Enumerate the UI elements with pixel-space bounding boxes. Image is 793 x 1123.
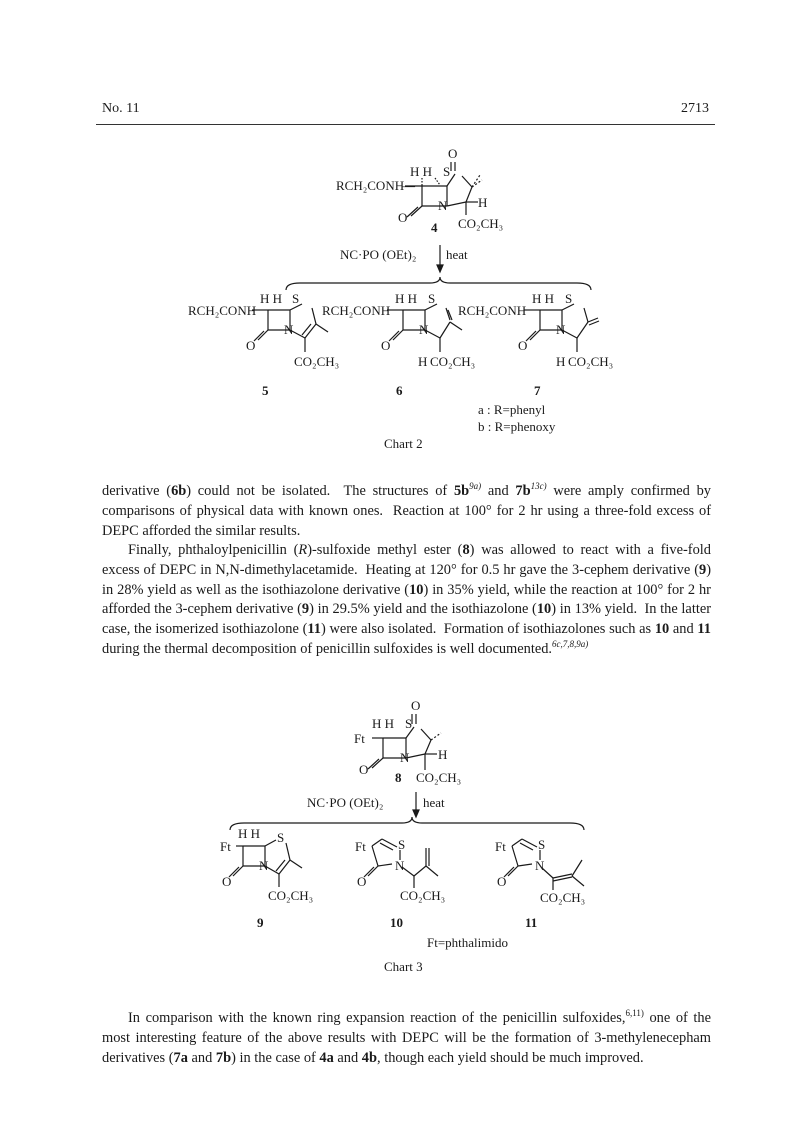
svg-text:O: O — [359, 762, 369, 777]
svg-text:N: N — [284, 322, 294, 337]
chart3-product11-substituent: Ft — [495, 839, 506, 854]
svg-text:N: N — [438, 198, 448, 213]
svg-text:H H: H H — [395, 291, 418, 306]
svg-text:S: S — [292, 291, 300, 306]
svg-text:O: O — [246, 338, 256, 353]
svg-text:N: N — [535, 858, 545, 873]
chart2-product6-substituent: RCH₂CONH — [322, 303, 391, 318]
chart2-product5-ester: CO₂CH₃ — [294, 354, 340, 369]
chart-3-scheme — [0, 700, 793, 985]
chart3-product9-ester: CO₂CH₃ — [268, 888, 314, 903]
header-rule — [96, 124, 715, 125]
chart3-product9-substituent: Ft — [220, 839, 231, 854]
chart-2-scheme — [0, 140, 793, 460]
svg-text:N: N — [419, 322, 429, 337]
svg-text:O: O — [381, 338, 391, 353]
paragraph-1: derivative (6b) could not be isolated. The structures of $5b^{9a)}$ and $7b^{13c)}$ were amply confirmed by comparisons of physical data with known ones. Reaction at 100° for 2 hr using a three-fold excess of DEPC afforded the similar results. — [102, 481, 711, 539]
svg-text:S: S — [443, 164, 451, 179]
chart-2-caption: Chart 2 — [384, 436, 423, 451]
ft-legend: Ft=phthalimido — [427, 935, 509, 950]
svg-text:S: S — [405, 716, 413, 731]
compound-number-4: 4 — [431, 220, 438, 235]
svg-text:N: N — [556, 322, 566, 337]
chart3-start-ester: CO₂CH₃ — [416, 770, 462, 785]
svg-text:S: S — [398, 837, 406, 852]
journal-number: No. 11 — [102, 101, 140, 116]
svg-text:N: N — [259, 858, 269, 873]
page-number: 2713 — [681, 101, 709, 116]
chart3-product11-ester: CO₂CH₃ — [540, 890, 586, 905]
svg-text:S: S — [428, 291, 436, 306]
svg-text:H H: H H — [260, 291, 283, 306]
paragraph-3: In comparison with the known ring expansion reaction of the penicillin sulfoxides,$^{6,11)}$ one of the most interesting feature of the above results with DEPC will be the formation of 3-methylenecepham derivatives (7a and 7b) in the case of 4a and 4b, though each yield should be much improved. — [102, 1008, 711, 1066]
svg-text:H: H — [418, 354, 428, 369]
svg-text:N: N — [400, 750, 410, 765]
chart2-start-ester: CO₂CH₃ — [458, 216, 504, 231]
chart2-condition: heat — [446, 247, 468, 262]
svg-text:O: O — [398, 210, 408, 225]
svg-text:O: O — [518, 338, 528, 353]
svg-text:H: H — [438, 747, 448, 762]
chart2-reagent: NC·PO (OEt)₂ — [340, 247, 417, 262]
legend-a: a : R=phenyl — [478, 402, 546, 417]
paragraph-2: Finally, phthaloylpenicillin (R)-sulfoxide methyl ester (8) was allowed to react with a five-fold excess of DEPC in N,N-dimethylacetamide. Heating at 120° for 0.5 hr gave the 3-cephem derivative (9) in 28% yield as well as the isothiazolone derivative (10) in 35% yield, while the reaction at 100° for 2 hr afforded the 3-cephem derivative (9) in 29.5% yield and the isothiazolone (10) in 13% yield. In the latter case, the isomerized isothiazolone (11) were also isolated. Formation of isothiazolones such as 10 and 11 during the thermal decomposition of penicillin sulfoxides is well documented.$^{6c,7,8,9a)}$ — [102, 542, 711, 657]
compound-number-10: 10 — [390, 915, 403, 930]
hydrogen-labels: H H — [410, 164, 433, 179]
chart3-start-substituent: Ft — [354, 731, 365, 746]
svg-text:H: H — [556, 354, 566, 369]
svg-text:O: O — [357, 874, 367, 889]
svg-text:S: S — [538, 837, 546, 852]
compound-number-9: 9 — [257, 915, 264, 930]
svg-text:H H: H H — [532, 291, 555, 306]
svg-text:H H: H H — [238, 826, 261, 841]
chart3-product10-ester: CO₂CH₃ — [400, 888, 446, 903]
svg-text:N: N — [395, 858, 405, 873]
compound-number-5: 5 — [262, 383, 269, 398]
svg-text:H: H — [478, 195, 488, 210]
svg-text:S: S — [277, 830, 285, 845]
chart3-product10-substituent: Ft — [355, 839, 366, 854]
chart2-start-substituent: RCH₂CONH — [336, 178, 405, 193]
compound-number-6: 6 — [396, 383, 403, 398]
chart3-reagent: NC·PO (OEt)₂ — [307, 795, 384, 810]
legend-b: b : R=phenoxy — [478, 419, 556, 434]
chart3-condition: heat — [423, 795, 445, 810]
chart2-product7-substituent: RCH₂CONH — [458, 303, 527, 318]
oxide-oxygen-label: O — [448, 146, 458, 161]
svg-text:O: O — [222, 874, 232, 889]
compound-number-8: 8 — [395, 770, 402, 785]
svg-text:O: O — [411, 698, 421, 713]
chart2-product5-substituent: RCH₂CONH — [188, 303, 257, 318]
chart-3-caption: Chart 3 — [384, 959, 423, 974]
compound-number-7: 7 — [534, 383, 541, 398]
svg-text:O: O — [497, 874, 507, 889]
compound-number-11: 11 — [525, 915, 538, 930]
svg-text:H H: H H — [372, 716, 395, 731]
svg-text:S: S — [565, 291, 573, 306]
chart2-product7-ester: CO₂CH₃ — [568, 354, 614, 369]
chart2-product6-ester: CO₂CH₃ — [430, 354, 476, 369]
svg-text:—: — — [402, 178, 415, 193]
